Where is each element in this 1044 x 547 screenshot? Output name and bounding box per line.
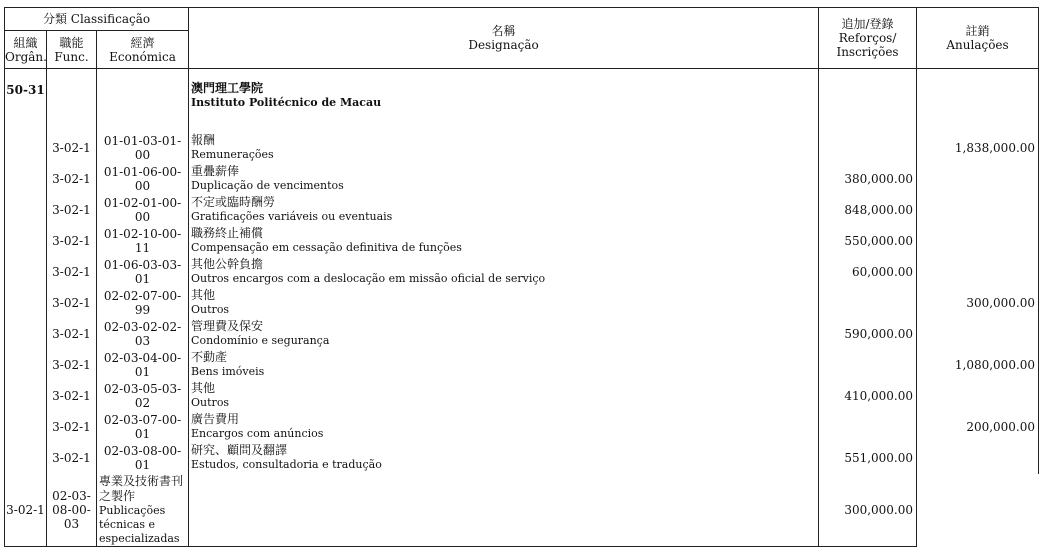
econ-code: 02-03-04-00-01 [97,350,189,381]
cancel-amount [917,381,1039,412]
designation-cn: 不動產 [191,349,228,364]
reinforce-header [819,8,917,69]
econ-code: 02-03-08-00-01 [97,443,189,474]
reinforce-header-pt2: Inscrições [836,45,899,59]
designation-cn: 其他 [191,287,216,302]
designation-pt: Compensação em cessação definitiva de funções [191,240,462,254]
cancel-amount [917,164,1039,195]
organ-header-cn: 組織 [13,35,38,50]
cancel-amount: 300,000.00 [917,288,1039,319]
designation-pt: Estudos, consultadoria e tradução [191,457,382,471]
table-row [5,412,1039,443]
organ-header-pt: Orgân. [5,49,47,64]
designation-cn: 其他公幹負擔 [191,256,264,271]
designation-pt: Gratificações variáveis ou eventuais [191,209,393,223]
econ-code: 01-01-03-01-00 [97,133,189,164]
designation-cell [189,257,819,288]
reinforce-amount: 848,000.00 [819,195,917,226]
cancel-amount [917,443,1039,474]
func-code: 3-02-1 [47,195,97,226]
budget-table [4,7,1039,547]
reinforce-amount [819,412,917,443]
func-code: 3-02-1 [47,257,97,288]
reinforce-cell [819,69,917,119]
econ-code: 01-02-01-00-00 [97,195,189,226]
designation-cell [189,288,819,319]
func-cell [47,69,97,119]
func-code: 3-02-1 [47,443,97,474]
designation-pt: Condomínio e segurança [191,333,330,347]
designation-cn: 廣告費用 [191,411,240,426]
table-row [5,133,1039,164]
designation-cn: 管理費及保安 [191,318,264,333]
table-row [5,288,1039,319]
func-header [47,31,97,69]
cancel-header [917,8,1039,69]
spacer-cell [47,119,97,133]
organ-code: 50-31 [5,69,47,474]
table-row [5,474,1039,547]
func-code: 3-02-1 [47,381,97,412]
table-row [5,164,1039,195]
func-code: 3-02-1 [47,164,97,195]
designation-cn: 重疊薪俸 [191,163,240,178]
designation-cell [189,133,819,164]
econ-code: 02-02-07-00-99 [97,288,189,319]
designation-cell [97,474,189,547]
table-row [5,195,1039,226]
econ-header-cn: 經濟 [130,35,155,50]
econ-header-pt: Económica [109,49,176,64]
institution-name-pt: Instituto Politécnico de Macau [191,96,382,109]
institution-name [189,69,819,119]
designation-pt: Publicações técnicas e especializadas [99,503,180,545]
econ-code: 02-03-05-03-02 [97,381,189,412]
reinforce-amount: 380,000.00 [819,164,917,195]
func-header-pt: Func. [54,49,89,64]
econ-code: 02-03-08-00-03 [47,474,97,547]
cancel-amount [917,257,1039,288]
organ-header [5,31,47,69]
table-row [5,443,1039,474]
designation-pt: Outros encargos com a deslocação em missão oficial de serviço [191,271,546,285]
designation-header-pt: Designação [468,38,539,52]
cancel-cell [917,69,1039,119]
reinforce-amount: 550,000.00 [819,226,917,257]
reinforce-amount [819,133,917,164]
cancel-amount [917,226,1039,257]
designation-pt: Encargos com anúncios [191,426,324,440]
designation-cn: 報酬 [191,132,216,147]
designation-pt: Bens imóveis [191,364,265,378]
designation-cell [189,164,819,195]
func-code: 3-02-1 [47,412,97,443]
cancel-amount [917,195,1039,226]
designation-cell [189,443,819,474]
designation-cell [189,319,819,350]
table-row [5,319,1039,350]
spacer-cell [189,119,819,133]
designation-cn: 職務終止補償 [191,225,264,240]
table-row [5,257,1039,288]
classification-header: 分類 Classificação [5,8,189,31]
designation-cn: 其他 [191,380,216,395]
designation-cell [189,195,819,226]
cancel-amount: 300,000.00 [819,474,917,547]
table-row [5,350,1039,381]
spacer-cell [819,119,917,133]
econ-cell [97,69,189,119]
designation-pt: Remunerações [191,147,274,161]
cancel-header-pt: Anulações [946,38,1009,52]
econ-code: 01-06-03-03-01 [97,257,189,288]
designation-header-cn: 名稱 [491,24,516,38]
reinforce-header-pt1: Reforços/ [838,31,897,45]
designation-cn: 專業及技術書刊之製作 [99,473,184,503]
cancel-amount [917,319,1039,350]
func-code: 3-02-1 [5,474,47,547]
designation-pt: Outros [191,302,230,316]
func-code: 3-02-1 [47,319,97,350]
spacer-cell [97,119,189,133]
func-code: 3-02-1 [47,350,97,381]
designation-pt: Duplicação de vencimentos [191,178,344,192]
reinforce-amount [819,288,917,319]
spacer-cell [917,119,1039,133]
econ-header [97,31,189,69]
func-header-cn: 職能 [59,35,84,50]
func-code: 3-02-1 [47,133,97,164]
institution-name-cn: 澳門理工學院 [191,81,264,95]
reinforce-header-cn: 追加/登錄 [841,17,894,31]
spacer-row [5,119,1039,133]
designation-cn: 不定或臨時酬勞 [191,194,276,209]
func-code: 3-02-1 [47,226,97,257]
cancel-amount: 200,000.00 [917,412,1039,443]
econ-code: 01-02-10-00-11 [97,226,189,257]
designation-cell [189,412,819,443]
designation-pt: Outros [191,395,230,409]
designation-header [189,8,819,69]
designation-cn: 研究、顧問及翻譯 [191,442,288,457]
designation-cell [189,350,819,381]
reinforce-amount [189,474,819,547]
reinforce-amount [819,350,917,381]
econ-code: 02-03-07-00-01 [97,412,189,443]
table-row [5,226,1039,257]
func-code: 3-02-1 [47,288,97,319]
cancel-amount: 1,080,000.00 [917,350,1039,381]
cancel-amount: 1,838,000.00 [917,133,1039,164]
table-row [5,381,1039,412]
econ-code: 02-03-02-02-03 [97,319,189,350]
designation-cell [189,381,819,412]
designation-cell [189,226,819,257]
reinforce-amount: 590,000.00 [819,319,917,350]
reinforce-amount: 60,000.00 [819,257,917,288]
reinforce-amount: 410,000.00 [819,381,917,412]
reinforce-amount: 551,000.00 [819,443,917,474]
econ-code: 01-01-06-00-00 [97,164,189,195]
cancel-header-cn: 註銷 [965,24,990,38]
